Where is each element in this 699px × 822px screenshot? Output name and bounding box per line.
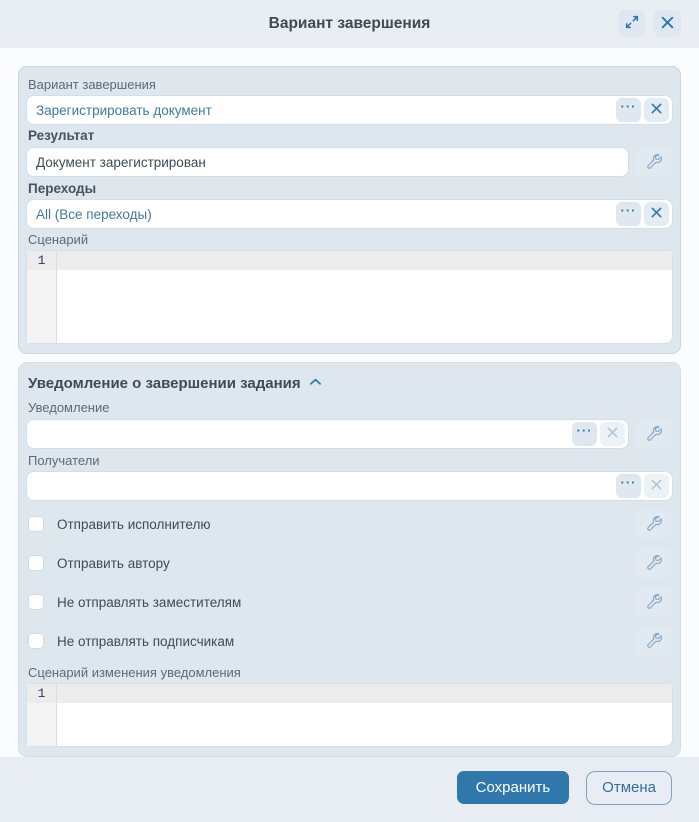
editor-content[interactable] xyxy=(57,251,672,343)
wrench-icon xyxy=(645,424,662,444)
variant-input[interactable] xyxy=(27,96,672,124)
clear-icon xyxy=(606,426,619,442)
completion-settings-panel xyxy=(18,66,681,354)
variant-row xyxy=(27,96,672,124)
transitions-label: Переходы xyxy=(28,181,97,196)
recipients-select-button[interactable] xyxy=(616,474,641,498)
send-to-author-checkbox[interactable] xyxy=(28,555,44,571)
line-number: 1 xyxy=(27,251,56,270)
maximize-button[interactable] xyxy=(618,10,645,37)
ellipsis-icon: ··· xyxy=(620,203,637,218)
clear-icon xyxy=(650,102,663,118)
variant-clear-button[interactable] xyxy=(644,98,669,122)
dialog-footer xyxy=(0,757,699,822)
ellipsis-icon: ··· xyxy=(620,99,637,114)
recipients-input-buttons xyxy=(616,474,669,498)
checkbox-label[interactable]: Отправить исполнителю xyxy=(57,516,211,532)
recipients-clear-button[interactable] xyxy=(644,474,669,498)
line-number: 1 xyxy=(27,684,56,703)
notification-select-button[interactable] xyxy=(572,422,597,446)
wrench-icon xyxy=(645,631,662,651)
result-script-button[interactable] xyxy=(635,147,672,177)
wrench-icon xyxy=(645,152,662,172)
wrench-icon xyxy=(645,553,662,573)
variant-input-buttons xyxy=(616,98,669,122)
recipients-label: Получатели xyxy=(28,453,100,468)
chevron-up-icon xyxy=(309,374,322,392)
transitions-select-button[interactable] xyxy=(616,202,641,226)
result-row xyxy=(27,147,672,177)
notification-scenario-label: Сценарий изменения уведомления xyxy=(28,665,241,680)
no-send-deputies-row xyxy=(28,587,672,617)
no-send-deputies-checkbox[interactable] xyxy=(28,594,44,610)
checkbox-label[interactable]: Отправить автору xyxy=(57,555,170,571)
expand-icon xyxy=(624,14,640,33)
send-to-author-row xyxy=(28,548,672,578)
result-label: Результат xyxy=(28,128,95,143)
save-button[interactable]: Сохранить xyxy=(457,771,570,804)
notification-label: Уведомление xyxy=(28,400,110,415)
header-buttons xyxy=(618,10,681,37)
active-line xyxy=(57,251,672,270)
checkbox-label[interactable]: Не отправлять заместителям xyxy=(57,594,242,610)
checkbox-label[interactable]: Не отправлять подписчикам xyxy=(57,633,235,649)
dialog-body xyxy=(0,48,699,757)
no-send-subscribers-script-button[interactable] xyxy=(635,626,672,656)
cancel-button[interactable]: Отмена xyxy=(586,771,672,805)
scenario-code-editor[interactable] xyxy=(27,251,672,343)
wrench-icon xyxy=(645,592,662,612)
notification-input[interactable] xyxy=(27,420,628,448)
transitions-input[interactable] xyxy=(27,200,672,228)
recipients-input[interactable] xyxy=(27,472,672,500)
clear-icon xyxy=(650,478,663,494)
notification-scenario-editor[interactable] xyxy=(27,684,672,746)
ellipsis-icon: ··· xyxy=(576,423,593,438)
dialog-title: Вариант завершения xyxy=(268,15,431,32)
transitions-row xyxy=(27,200,672,228)
transitions-input-buttons xyxy=(616,202,669,226)
send-to-author-script-button[interactable] xyxy=(635,548,672,578)
notification-section-header[interactable] xyxy=(28,374,671,392)
transitions-clear-button[interactable] xyxy=(644,202,669,226)
recipients-row xyxy=(27,472,672,500)
notification-panel xyxy=(18,362,681,757)
notification-section-title: Уведомление о завершении задания xyxy=(28,374,301,392)
notification-clear-button[interactable] xyxy=(600,422,625,446)
no-send-subscribers-checkbox[interactable] xyxy=(28,633,44,649)
send-to-performer-row xyxy=(28,509,672,539)
dialog-header xyxy=(0,0,699,48)
notification-input-buttons xyxy=(572,422,625,446)
wrench-icon xyxy=(645,514,662,534)
editor-gutter xyxy=(27,684,57,746)
variant-select-button[interactable] xyxy=(616,98,641,122)
editor-gutter xyxy=(27,251,57,343)
close-dialog-button[interactable] xyxy=(654,10,681,37)
editor-content[interactable] xyxy=(57,684,672,746)
send-to-performer-checkbox[interactable] xyxy=(28,516,44,532)
variant-label: Вариант завершения xyxy=(28,77,156,92)
notification-row xyxy=(27,419,672,449)
send-to-performer-script-button[interactable] xyxy=(635,509,672,539)
clear-icon xyxy=(650,206,663,222)
active-line xyxy=(57,684,672,703)
no-send-deputies-script-button[interactable] xyxy=(635,587,672,617)
close-icon xyxy=(660,15,675,33)
ellipsis-icon: ··· xyxy=(620,475,637,490)
scenario-label: Сценарий xyxy=(28,232,89,247)
result-input[interactable] xyxy=(27,148,628,176)
notification-script-button[interactable] xyxy=(635,419,672,449)
no-send-subscribers-row xyxy=(28,626,672,656)
